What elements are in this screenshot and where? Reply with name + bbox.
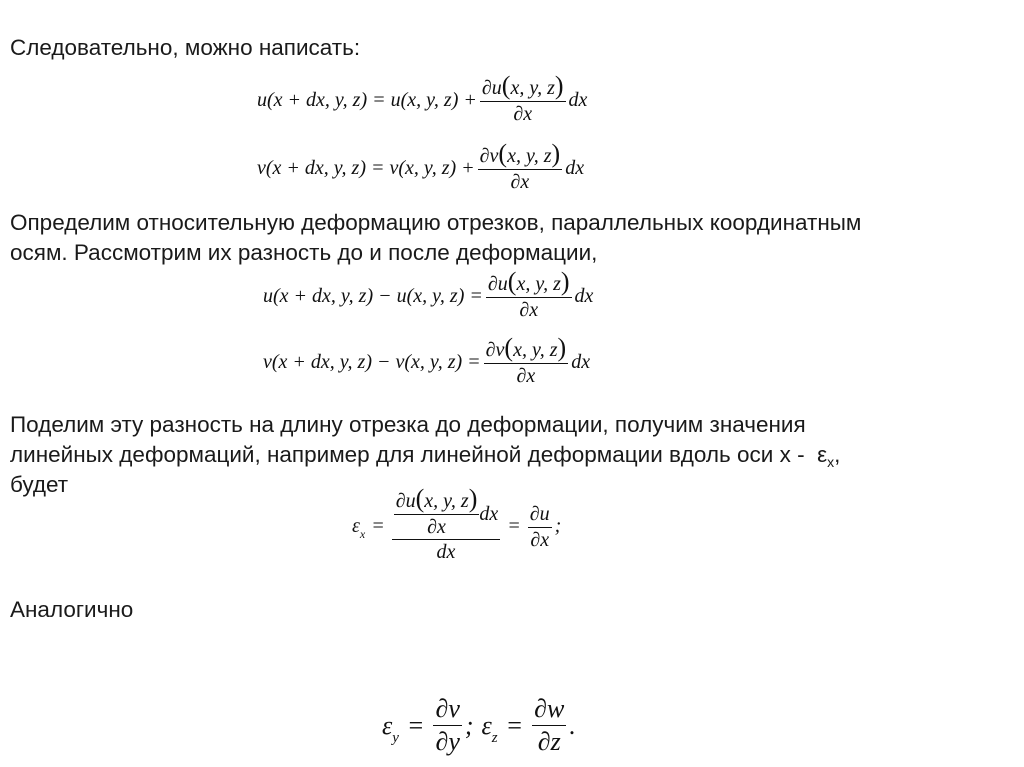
close-paren: ) (560, 267, 570, 296)
text-line-linear-main: линейных деформаций, например для линейной деформации вдоль оси x - ε (10, 442, 828, 467)
numerator-args: x, y, z (516, 273, 561, 295)
epsilon-symbol: ε (352, 514, 360, 537)
epsilon-symbol: ε (481, 710, 492, 740)
fraction-bar (478, 169, 563, 170)
equals-sign: = (406, 710, 425, 740)
equation-lhs: v(x + dx, y, z) = v(x, y, z) + (257, 157, 475, 180)
fraction-dw-dz (532, 694, 566, 757)
equals-sign: = (371, 514, 385, 537)
inner-tail: dx (479, 502, 499, 525)
outer-fraction-bar (392, 539, 501, 540)
result-numerator: ∂u (529, 502, 550, 525)
equation-tail: dx (565, 157, 585, 180)
numerator-derivative: ∂v (485, 339, 505, 361)
fraction-bar (486, 297, 572, 298)
result-fraction (528, 502, 552, 551)
inner-fraction-bar (394, 514, 480, 515)
numerator-args: x, y, z (507, 145, 552, 167)
denominator: ∂z (537, 727, 561, 757)
equation-v-difference (263, 333, 591, 388)
close-paren: ) (468, 484, 478, 513)
open-paren: ( (501, 71, 511, 100)
text-line-linear-comma: , (834, 442, 841, 467)
text-line-linear (10, 440, 840, 472)
partial-fraction (486, 267, 572, 322)
close-paren: ) (551, 139, 561, 168)
epsilon-sub: y (392, 729, 399, 746)
partial-fraction (480, 71, 566, 126)
equation-epsilon-x (352, 484, 562, 564)
numerator: ∂w (534, 694, 565, 723)
equation-u-expansion (257, 71, 588, 126)
epsilon-sub: z (491, 729, 498, 746)
inner-numerator-args: x, y, z (424, 490, 469, 512)
epsilon-sub: x (359, 526, 366, 541)
equals-sign-2: = (505, 710, 524, 740)
inner-fraction (394, 484, 480, 539)
denominator: ∂x (510, 171, 530, 194)
denominator: ∂y (435, 727, 460, 757)
text-line-will-be: будет (10, 472, 69, 497)
equation-lhs: u(x + dx, y, z) = u(x, y, z) + (257, 89, 477, 112)
epsilon-symbol: ε (382, 710, 393, 740)
denominator: ∂x (516, 365, 536, 388)
equation-tail: dx (571, 351, 591, 374)
close-paren: ) (554, 71, 564, 100)
fraction-bar (433, 725, 461, 726)
text-line-define: Определим относительную деформацию отрезков, параллельных координатным (10, 210, 862, 235)
open-paren: ( (504, 333, 514, 362)
equation-v-expansion (257, 139, 585, 194)
epsilon-x (352, 514, 367, 541)
fraction-bar (480, 101, 566, 102)
numerator-derivative: ∂v (479, 145, 499, 167)
separator: ; (464, 710, 474, 740)
outer-denominator: dx (436, 541, 456, 564)
numerator-derivative: ∂u (487, 273, 508, 295)
numerator-args: x, y, z (510, 77, 555, 99)
compound-fraction (392, 484, 501, 564)
open-paren: ( (507, 267, 517, 296)
epsilon-z (481, 710, 500, 746)
equation-lhs: u(x + dx, y, z) − u(x, y, z) = (263, 285, 483, 308)
text-line-consequently: Следовательно, можно написать: (10, 35, 361, 60)
result-denominator: ∂x (530, 528, 550, 551)
equals-sign-2: = (507, 514, 521, 537)
inner-denominator: ∂x (427, 516, 446, 539)
equation-u-difference (263, 267, 594, 322)
equation-tail: dx (574, 285, 594, 308)
epsilon-subscript: x (827, 454, 835, 470)
open-paren: ( (415, 484, 425, 513)
open-paren: ( (498, 139, 508, 168)
epsilon-y (382, 710, 401, 746)
fraction-bar (484, 363, 569, 364)
fraction-bar (532, 725, 566, 726)
text-line-similarly: Аналогично (10, 597, 134, 622)
text-line-axes: осям. Рассмотрим их разность до и после деформации, (10, 240, 598, 265)
partial-fraction (478, 139, 563, 194)
semicolon: ; (554, 514, 562, 537)
inner-numerator-derivative: ∂u (395, 490, 416, 512)
partial-fraction (484, 333, 569, 388)
denominator: ∂x (513, 103, 533, 126)
denominator: ∂x (519, 299, 539, 322)
equation-epsilon-y-z (382, 694, 576, 757)
equation-lhs: v(x + dx, y, z) − v(x, y, z) = (263, 351, 481, 374)
numerator: ∂v (435, 694, 460, 723)
close-paren: ) (557, 333, 567, 362)
text-line-divide: Поделим эту разность на длину отрезка до деформации, получим значения (10, 412, 806, 437)
fraction-dv-dy (433, 694, 461, 757)
period: . (569, 710, 576, 740)
numerator-args: x, y, z (513, 339, 558, 361)
numerator-derivative: ∂u (481, 77, 502, 99)
equation-tail: dx (568, 89, 588, 112)
result-fraction-bar (528, 527, 552, 528)
